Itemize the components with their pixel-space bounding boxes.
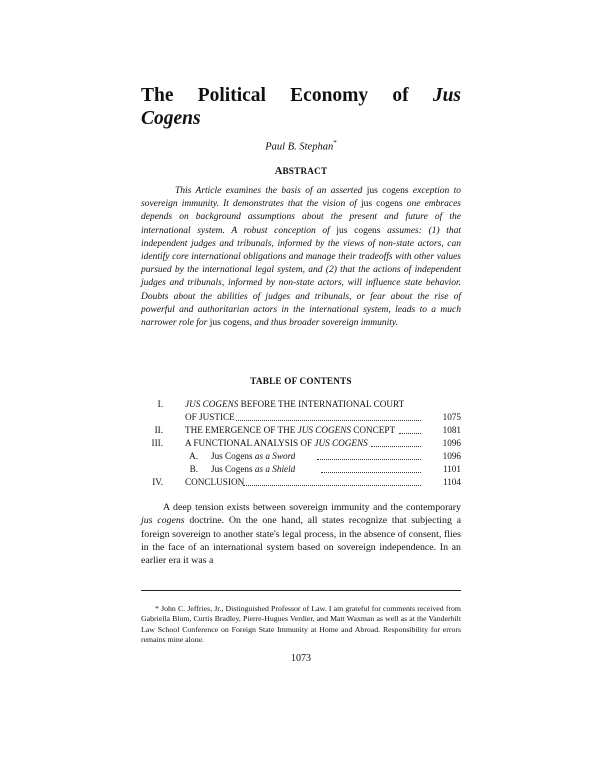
abstract-text: This Article examines the basis of an asserted jus cogens exception to sovereign immunity. It demonstrates that the vision of jus cogens one embraces depends on background assumptions about the present and future of the international system. A robust conception of jus cogens assumes: (1) that independent judges and tribunals, informed by the views of non-state actors, can identify core international obligations and manage their tradeoffs with other values pursued by the international legal system, and (2) that the actions of independent judges and tribunals, informed by non-state actors, will influence state behavior. Doubts about the abilities of judges and tribunals, or fear about the rise of powerful and authoritarian actors in the international system, leads to a much narrower role for jus cogens, and thus broader sovereign immunity. [141,186,462,329]
author-name: Paul B. Stephan [265,141,334,153]
page-number: 1073 [291,653,311,664]
title-word-italic: Cogens [141,108,201,129]
title-word: Political [197,85,266,106]
article-title [141,84,461,130]
toc-subitem[interactable]: A. Jus Cogens as a Sword 1096 [189,451,461,461]
footnote: * John C. Jeffries, Jr., Distinguished Professor of Law. I am grateful for comments received from Gabriella Blum, Curtis Bradley, Pierre-Hugues Verdier, and Matt Waxman as well as at the Vanderbilt Law School Conference on Foreign State Immunity at Home and Abroad. Responsibility for errors remains mine alone. [141,604,461,644]
title-word: The [141,85,174,106]
title-word-italic: Jus [432,85,461,106]
footnote-divider [141,590,461,591]
toc-item[interactable]: III. A FUNCTIONAL ANALYSIS OF JUS COGENS 1096 [151,438,461,448]
author-line [141,139,461,153]
author-footnote-mark: * [333,139,337,147]
body-paragraph: A deep tension exists between sovereign immunity and the contemporary jus cogens doctrine. On the one hand, all states recognize that subjecting a foreign sovereign to another state's legal process, in the absence of consent, flies in the face of an international system based on sovereign independence. In an earlier era it was a [141,502,461,567]
toc-item[interactable]: IV. CONCLUSION 1104 [152,477,461,487]
toc-item[interactable]: I. JUS COGENS BEFORE THE INTERNATIONAL COURT [157,399,405,409]
title-word: Economy [290,85,369,106]
toc-subitem[interactable]: B. Jus Cogens as a Shield 1101 [189,464,461,474]
abstract-heading: ABSTRACT [274,166,328,177]
toc-heading: TABLE OF CONTENTS [250,376,352,386]
toc-item[interactable]: II. THE EMERGENCE OF THE JUS COGENS CONCEPT 1081 [154,425,461,435]
title-word: of [392,85,409,106]
toc-item-continued[interactable]: OF JUSTICE 1075 [185,412,461,422]
